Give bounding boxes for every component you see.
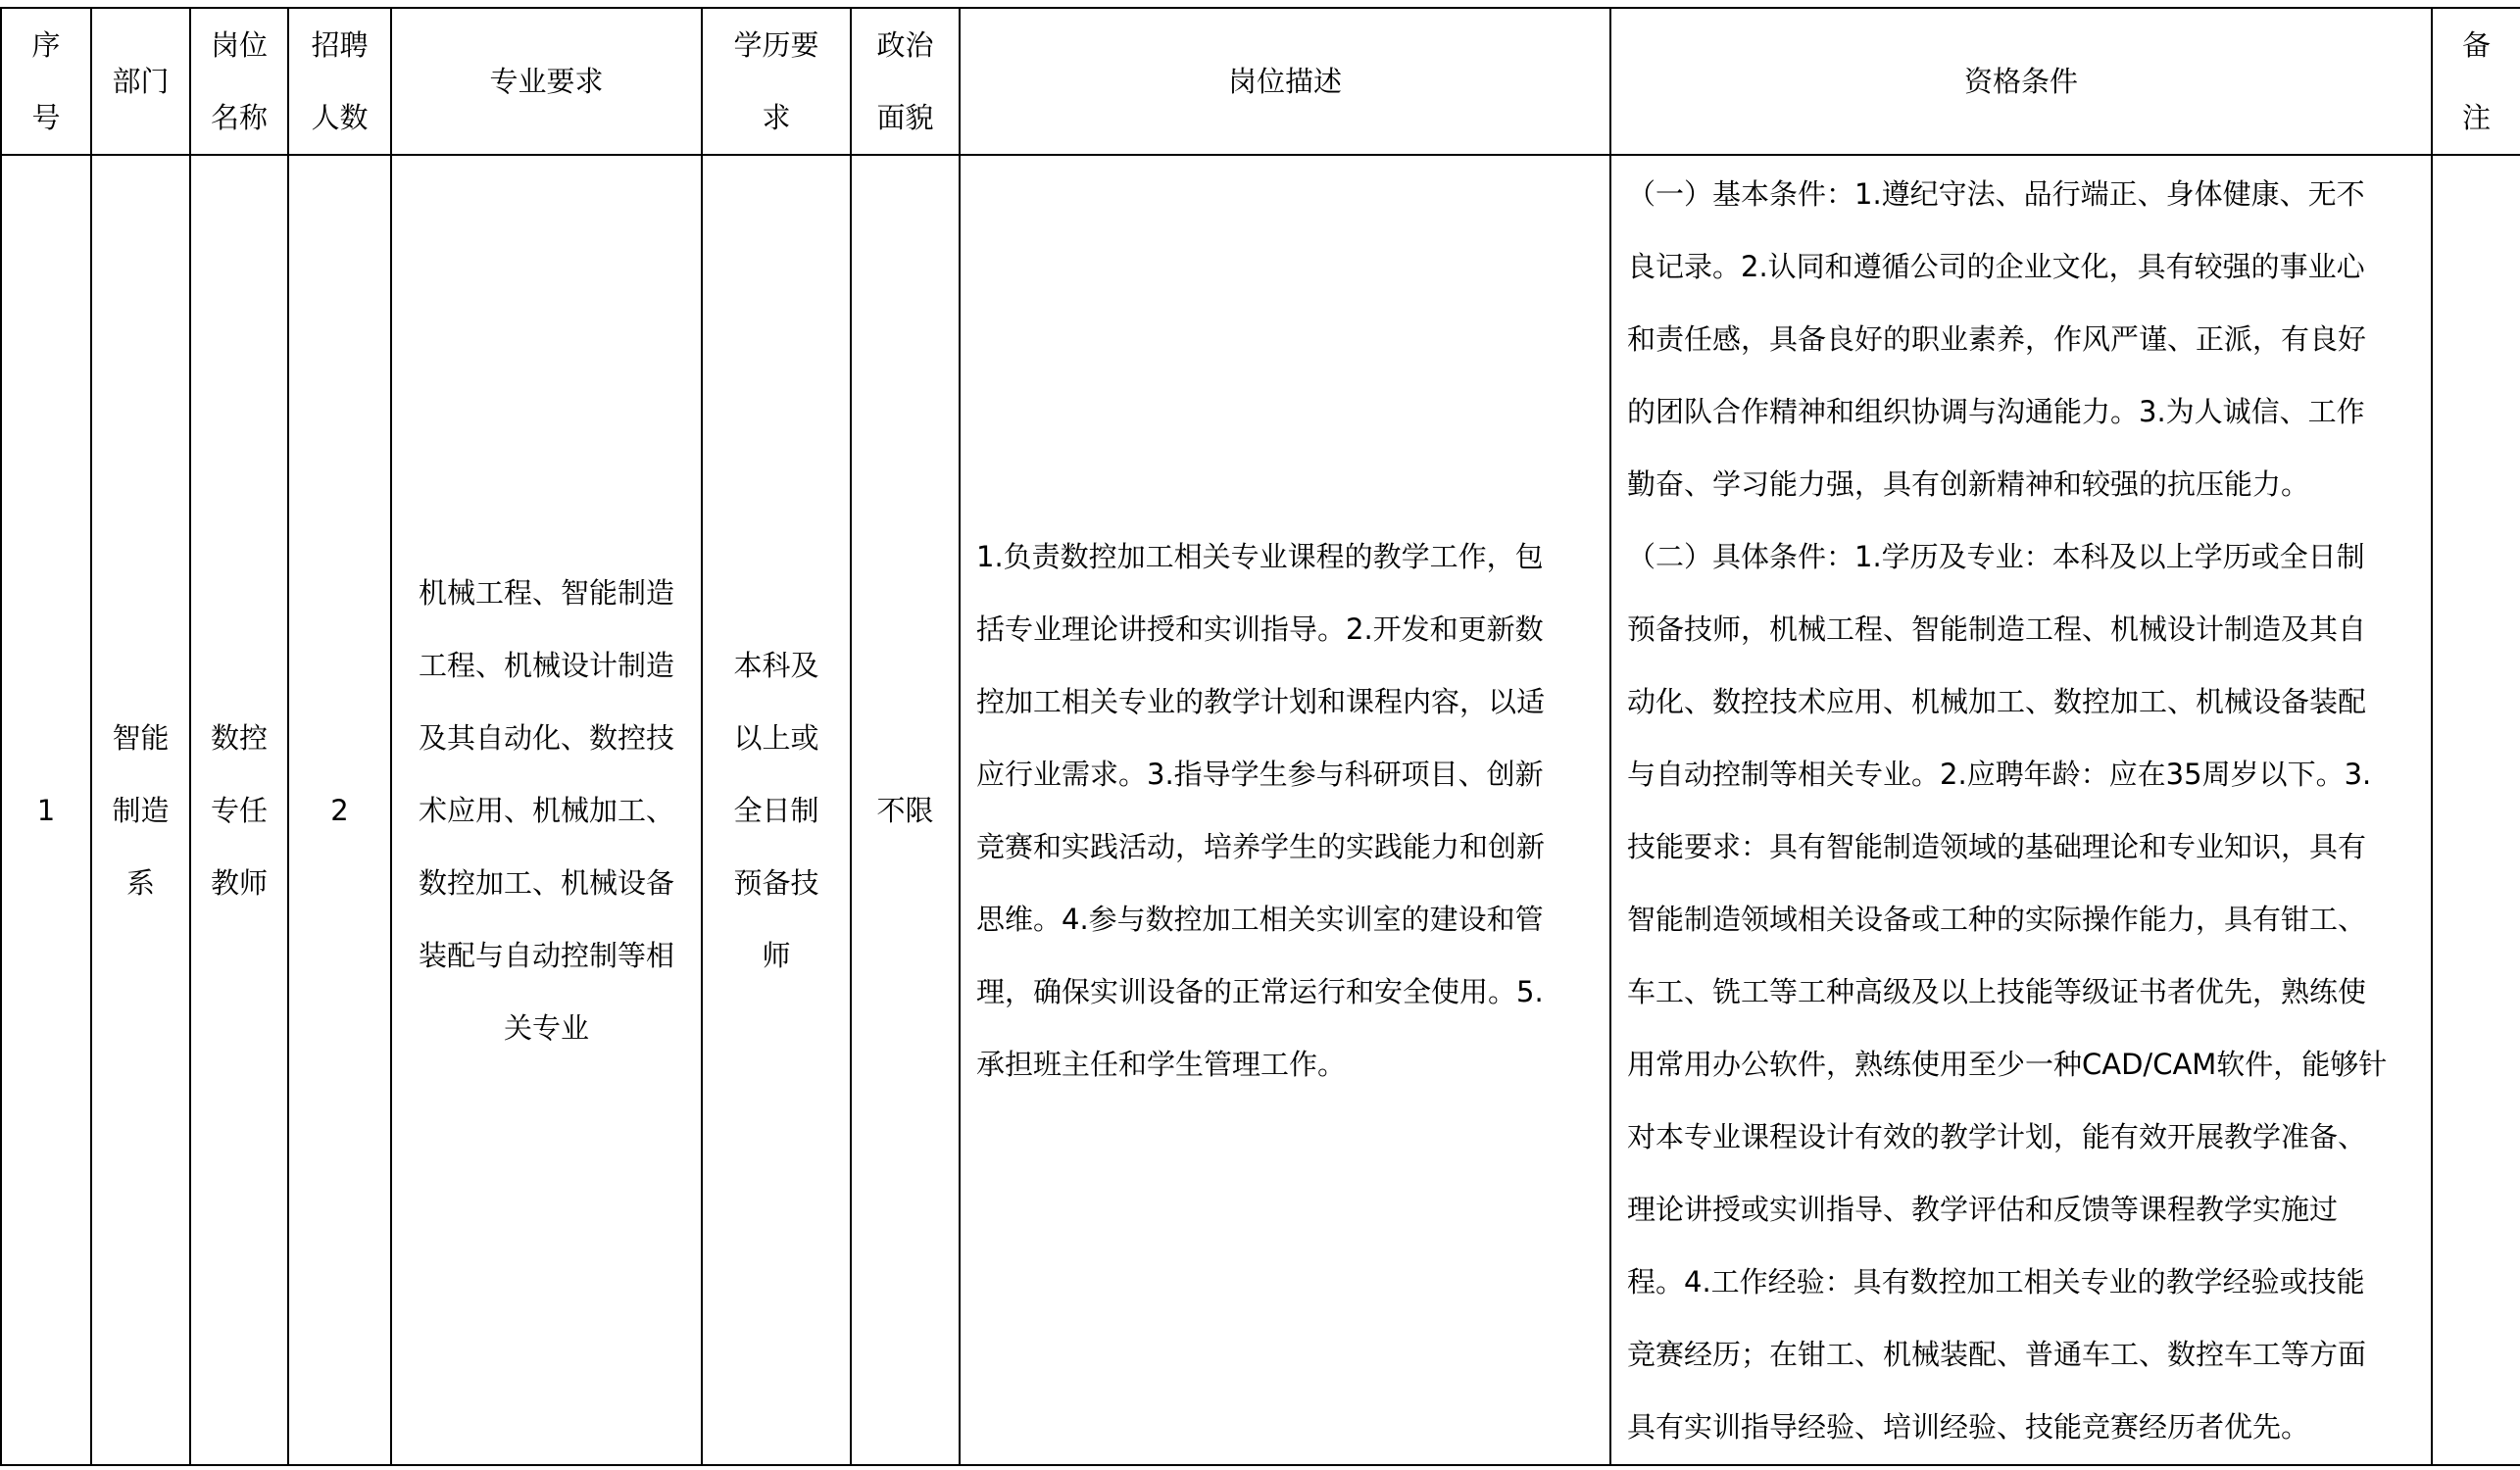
- cell-political: 不限: [851, 155, 960, 1465]
- header-major: 专业要求: [391, 8, 702, 155]
- cell-qualification: （一）基本条件：1.遵纪守法、品行端正、身体健康、无不 良记录。2.认同和遵循公司的企业文化，具有较强的事业心 和责任感，具备良好的职业素养，作风严谨、正派，有良好 的团队合作精神和组织协调与沟通能力。3.为人诚信、工作 勤奋、学习能力强，具有创新精神和较强的抗压能力。 （二）具体条件：1.学历及专业：本科及以上学历或全日制 预备技师，机械工程、智能制造工程、机械设计制造及其自 动化、数控技术应用、机械加工、数控加工、机械设备装配 与自动控制等相关专业。2.应聘年龄：应在35周岁以下。3. 技能要求：具有智能制造领域的基础理论和专业知识，具有 智能制造领域相关设备或工种的实际操作能力，具有钳工、 车工、铣工等工种高级及以上技能等级证书者优先，熟练使 用常用办公软件，熟练使用至少一种CAD/CAM软件，能够针 对本专业课程设计有效的教学计划，能有效开展教学准备、 理论讲授或实训指导、教学评估和反馈等课程教学实施过 程。4.工作经验：具有数控加工相关专业的教学经验或技能 竞赛经历；在钳工、机械装配、普通车工、数控车工等方面 具有实训指导经验、培训经验、技能竞赛经历者优先。: [1610, 155, 2432, 1465]
- header-remarks: 备 注: [2432, 8, 2520, 155]
- header-count: 招聘 人数: [288, 8, 391, 155]
- cell-remarks: [2432, 155, 2520, 1465]
- header-position: 岗位 名称: [190, 8, 288, 155]
- cell-major: 机械工程、智能制造 工程、机械设计制造 及其自动化、数控技 术应用、机械加工、 数控加工、机械设备 装配与自动控制等相 关专业: [391, 155, 702, 1465]
- header-department: 部门: [91, 8, 190, 155]
- cell-description: 1.负责数控加工相关专业课程的教学工作，包 括专业理论讲授和实训指导。2.开发和更新数 控加工相关专业的教学计划和课程内容，以适 应行业需求。3.指导学生参与科研项目、创新 竞赛和实践活动，培养学生的实践能力和创新 思维。4.参与数控加工相关实训室的建设和管 理，确保实训设备的正常运行和安全使用。5. 承担班主任和学生管理工作。: [960, 155, 1610, 1465]
- cell-index: 1: [1, 155, 91, 1465]
- header-education: 学历要 求: [702, 8, 851, 155]
- table-row: [1, 155, 2520, 1465]
- header-row: [1, 8, 2520, 155]
- header-political: 政治 面貌: [851, 8, 960, 155]
- header-qualification: 资格条件: [1610, 8, 2432, 155]
- cell-education: 本科及 以上或 全日制 预备技 师: [702, 155, 851, 1465]
- recruitment-table: [0, 7, 2520, 1466]
- cell-department: 智能 制造 系: [91, 155, 190, 1465]
- header-description: 岗位描述: [960, 8, 1610, 155]
- cell-position: 数控 专任 教师: [190, 155, 288, 1465]
- cell-count: 2: [288, 155, 391, 1465]
- header-index: 序 号: [1, 8, 91, 155]
